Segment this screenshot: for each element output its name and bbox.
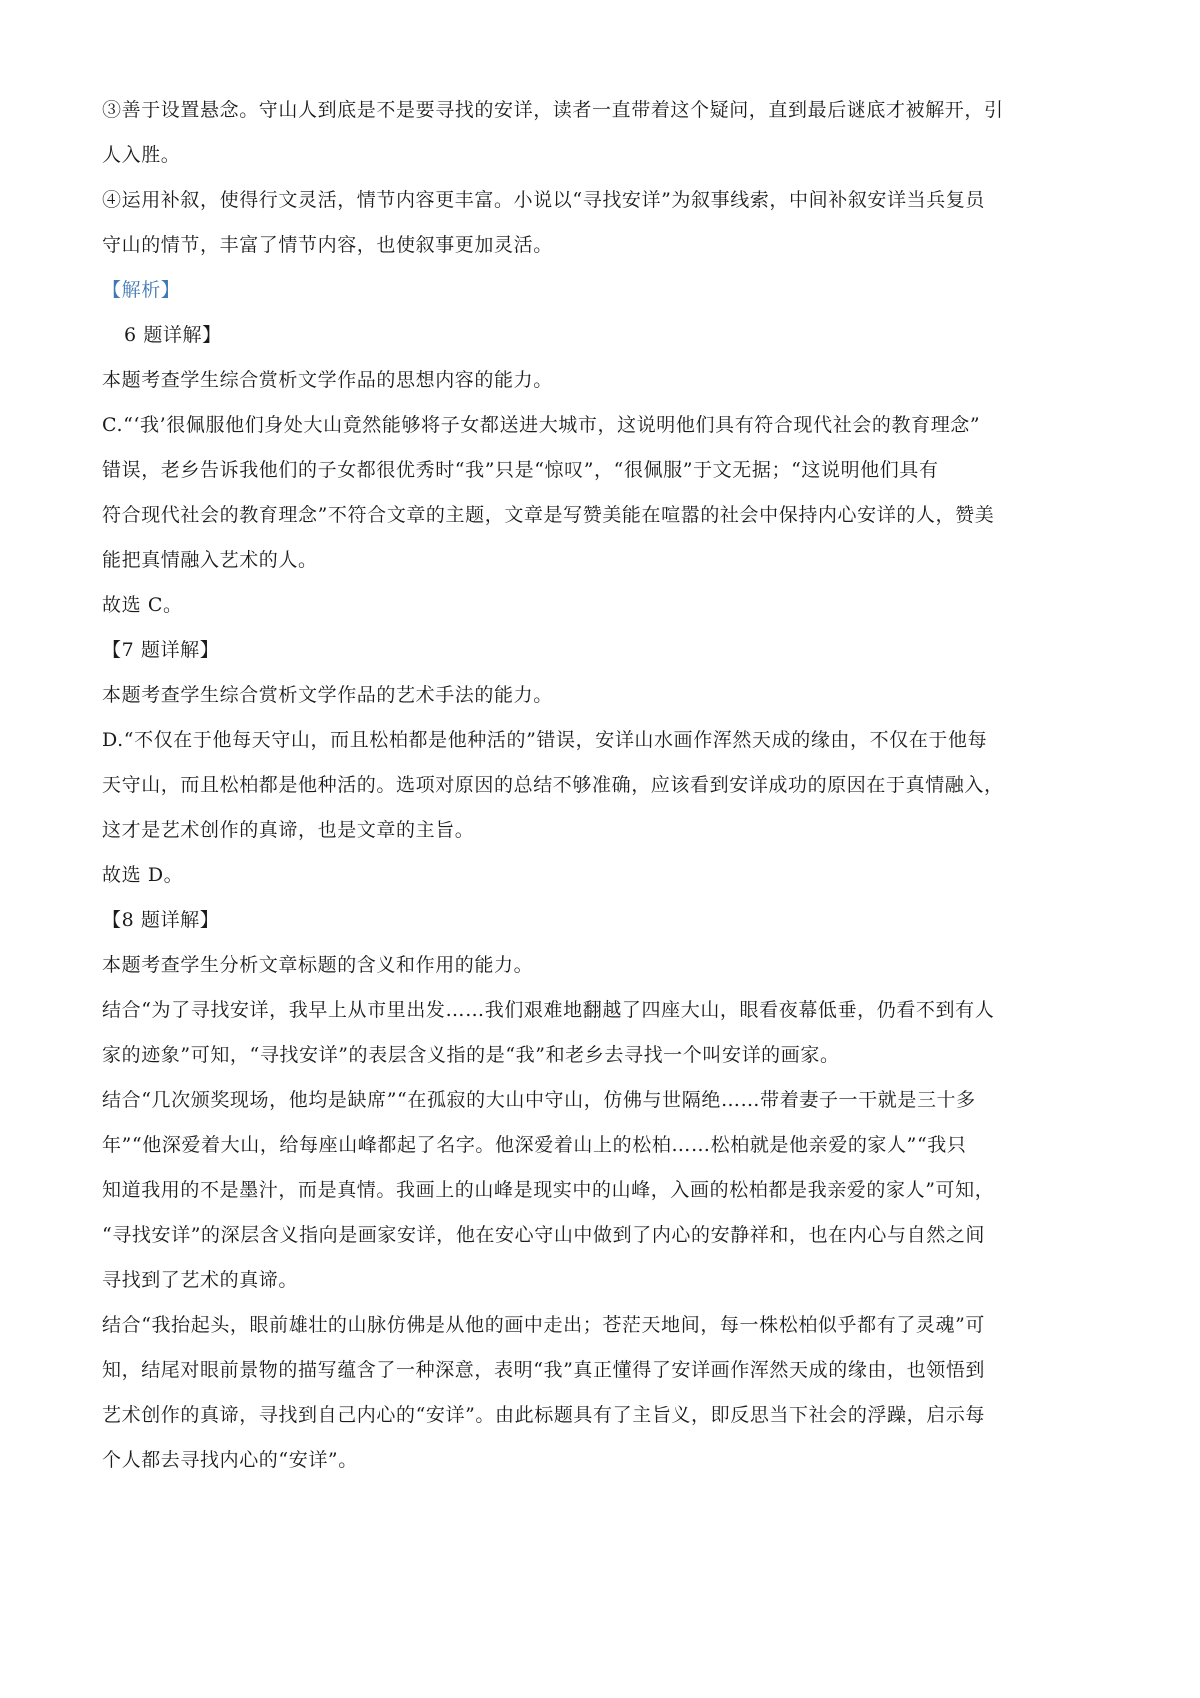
q6-body-line-2: 错误，老乡告诉我他们的子女都很优秀时“我”只是“惊叹”，“很佩服”于文无据；“这说明他们具有 xyxy=(102,459,939,481)
q8-para2-line-5: 寻找到了艺术的真谛。 xyxy=(102,1269,299,1291)
q7-body-line-3: 这才是艺术创作的真谛，也是文章的主旨。 xyxy=(102,819,475,841)
q8-intro: 本题考查学生分析文章标题的含义和作用的能力。 xyxy=(102,954,534,976)
q8-heading: 【8 题详解】 xyxy=(102,909,220,931)
q6-body-line-4: 能把真情融入艺术的人。 xyxy=(102,549,318,571)
q8-para3-line-1: 结合“我抬起头，眼前雄壮的山脉仿佛是从他的画中走出；苍茫天地间，每一株松柏似乎都有了灵魂”可 xyxy=(102,1314,986,1336)
q8-para3-line-3: 艺术创作的真谛，寻找到自己内心的“安详”。由此标题具有了主旨义，即反思当下社会的浮躁，启示每 xyxy=(102,1404,986,1426)
paragraph-3-line-2: 人入胜。 xyxy=(102,144,181,166)
analysis-label: 【解析】 xyxy=(102,279,181,301)
q8-para2-line-2: 年”“他深爱着大山，给每座山峰都起了名字。他深爱着山上的松柏……松柏就是他亲爱的家人”“我只 xyxy=(102,1134,967,1156)
q7-intro: 本题考查学生综合赏析文学作品的艺术手法的能力。 xyxy=(102,684,553,706)
q8-para2-line-4: “寻找安详”的深层含义指向是画家安详，他在安心守山中做到了内心的安静祥和，也在内心与自然之间 xyxy=(102,1224,986,1246)
paragraph-4-line-2: 守山的情节，丰富了情节内容，也使叙事更加灵活。 xyxy=(102,234,553,256)
q6-body-line-3: 符合现代社会的教育理念”不符合文章的主题，文章是写赞美能在喧嚣的社会中保持内心安详的人，赞美 xyxy=(102,504,995,526)
q6-conclusion: 故选 C。 xyxy=(102,594,183,616)
q8-para2-line-3: 知道我用的不是墨汁，而是真情。我画上的山峰是现实中的山峰，入画的松柏都是我亲爱的家人”可知， xyxy=(102,1179,995,1201)
q8-para3-line-4: 个人都去寻找内心的“安详”。 xyxy=(102,1449,358,1471)
q7-body-line-2: 天守山，而且松柏都是他种活的。选项对原因的总结不够准确，应该看到安详成功的原因在于真情融入， xyxy=(102,774,1004,796)
q8-para1-line-1: 结合“为了寻找安详，我早上从市里出发……我们艰难地翻越了四座大山，眼看夜幕低垂，仍看不到有人 xyxy=(102,999,995,1021)
q8-para1-line-2: 家的迹象”可知，“寻找安详”的表层含义指的是“我”和老乡去寻找一个叫安详的画家。 xyxy=(102,1044,840,1066)
q6-heading: 6 题详解】 xyxy=(124,324,222,346)
q7-heading: 【7 题详解】 xyxy=(102,639,220,661)
q6-body-line-1: C.“‘我’很佩服他们身处大山竟然能够将子女都送进大城市，这说明他们具有符合现代社会的教育理念” xyxy=(102,414,981,436)
paragraph-3-line-1: ③善于设置悬念。守山人到底是不是要寻找的安详，读者一直带着这个疑问，直到最后谜底才被解开，引 xyxy=(102,99,1004,121)
q7-body-line-1: D.“不仅在于他每天守山，而且松柏都是他种活的”错误，安详山水画作浑然天成的缘由，不仅在于他每 xyxy=(102,729,988,751)
q6-intro: 本题考查学生综合赏析文学作品的思想内容的能力。 xyxy=(102,369,553,391)
q7-conclusion: 故选 D。 xyxy=(102,864,184,886)
paragraph-4-line-1: ④运用补叙，使得行文灵活，情节内容更丰富。小说以“寻找安详”为叙事线索，中间补叙安详当兵复员 xyxy=(102,189,986,211)
q8-para2-line-1: 结合“几次颁奖现场，他均是缺席”“在孤寂的大山中守山，仿佛与世隔绝……带着妻子一干就是三十多 xyxy=(102,1089,976,1111)
q8-para3-line-2: 知，结尾对眼前景物的描写蕴含了一种深意，表明“我”真正懂得了安详画作浑然天成的缘由，也领悟到 xyxy=(102,1359,986,1381)
